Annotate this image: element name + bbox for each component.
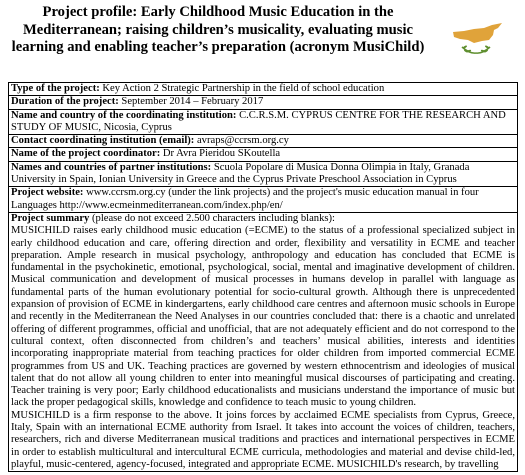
summary-paragraph-2: MUSICHILD is a firm response to the above. It joins forces by acclaimed ECME specialists from Cyprus, Greece, Italy, Spain with an international ECME authority from Israel. It takes into account the voices of children, teachers, researchers, rich and diverse Mediterranean musical traditions and practices and international perspectives in ECME in order to establish multicultural and intercultural ECME curricula, methodologies and material and devise child-led, playful, music-centered, agency-focused, integrated and appropriate ECME. MUSICHILD's research, by travelling <box>11 409 515 470</box>
duration-label: Duration of the project: <box>11 96 119 108</box>
coordinating-institution-value: C.C.R.S.M. CYPRUS CENTRE FOR THE RESEARCH AND STUDY OF MUSIC, Nicosia, Cyprus <box>11 109 506 133</box>
row-project-type <box>9 83 518 96</box>
row-duration <box>9 96 518 109</box>
project-type-label: Type of the project: <box>11 83 100 94</box>
coordinator-name-value: Dr Avra Pieridou SKoutella <box>160 148 281 160</box>
row-coordinator-name <box>9 148 518 161</box>
row-project-website <box>9 187 518 213</box>
summary-heading <box>11 213 515 225</box>
row-contact-email <box>9 135 518 148</box>
summary-label: Project summary <box>11 212 90 224</box>
project-type-value: Key Action 2 Strategic Partnership in the field of school education <box>99 83 385 94</box>
row-project-summary <box>9 212 518 471</box>
cyprus-flag-icon <box>444 16 508 60</box>
document-title: Project profile: Early Childhood Music Education in the Mediterranean; raising children’s musicality, evaluating music learning and enabling teacher’s preparation (acronym MusiChild) <box>11 4 425 55</box>
project-website-value: www.ccrsm.org.cy (under the link projects) and the project's music education manual in four Languages http://www.ecmeinmediterranean.com/index.php/en/ <box>11 187 479 211</box>
partner-institutions-label: Names and countries of partner institutions: <box>11 161 212 173</box>
partner-institutions-value: Scuola Popolare di Musica Donna Olimpia in Italy, Granada University in Spain, Ionian University in Greece and the Cyprus Private Preschool Association in Cyprus <box>11 161 470 186</box>
project-website-label: Project website: <box>11 187 84 199</box>
coordinating-institution-label: Name and country of the coordinating institution: <box>11 109 237 121</box>
summary-note: (please do not exceed 2.500 characters including blanks): <box>89 212 335 224</box>
coordinator-name-label: Name of the project coordinator: <box>11 148 161 160</box>
project-info-table <box>8 82 518 472</box>
contact-email-value: avraps@ccrsm.org.cy <box>194 135 289 147</box>
document-header <box>0 0 525 80</box>
row-partner-institutions <box>9 161 518 187</box>
contact-email-label: Contact coordinating institution (email): <box>11 135 195 147</box>
row-coordinating-institution <box>9 109 518 135</box>
summary-paragraph-1: MUSICHILD raises early childhood music education (=ECME) to the status of a professional specialized subject in early childhood education and care, offering direction and order, flexibility and versatility in ECME and teacher preparation. Ample research in musical psychology, anthropology and education has concluded that ECME is fundamental in the psychokinetic, emotional, psychological, social, mental and imaginative development of children. Musical communication and development of musical processes in humans develop in parallel with language as fundamental parts of the human evolutionary potential for socio-cultural growth. Although there is unprecedented expansion of provision of ECME in kindergartens, early childhood care centres and afternoon music schools in Europe and recently in the Mediterranean the Need Analyses in our countries concluded that: there is a chaotic and unrelated offering of different programmes, official and unofficial, that are not adequately efficient and do not correspond to the cultural context, often disconnected from children’s and teachers’ musical abilities, interests and identities incorporating inappropriate material from teaching practices for older children from imported commercial ECME programmes from US and UK. Teaching practices are governed by western ethnocentrism and ideologies of musical talent that do not allow all young children to enter into meaningful musical discourses of participating and creating. Teacher training is very poor; Early childhood educationalists and musicians understand the importance of music but lack the proper pedagogical skills, knowledge and confidence to teach music to young children. <box>11 225 515 409</box>
duration-value: September 2014 – February 2017 <box>118 96 264 108</box>
